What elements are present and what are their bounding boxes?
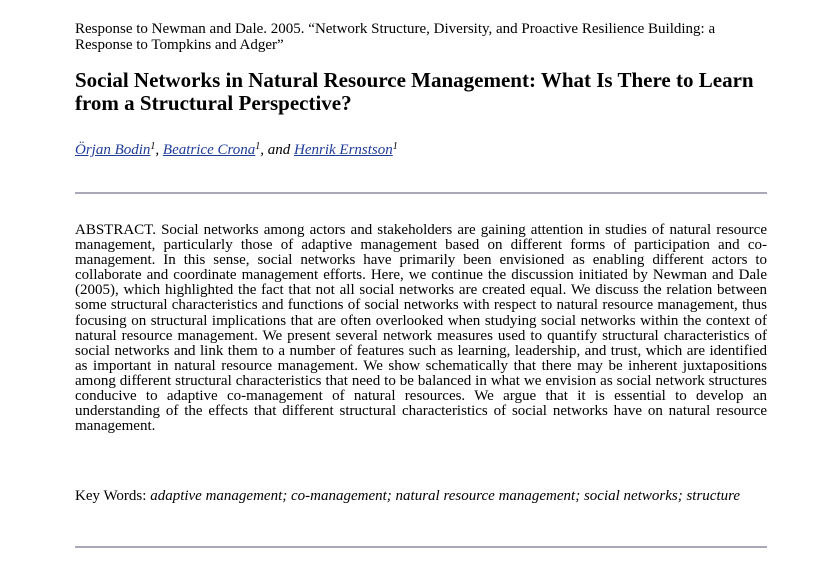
author-separator: , and [260,142,295,158]
keywords [75,488,767,505]
divider-bottom [75,546,767,548]
article-title: Social Networks in Natural Resource Management: What Is There to Learn from a Structural Perspective? [75,68,754,115]
author-affiliation: 1 [255,141,261,152]
author-link-crona[interactable]: Beatrice Crona [162,142,256,158]
author-affiliation: 1 [150,141,156,152]
author-list [75,142,767,159]
response-citation: Response to Newman and Dale. 2005. “Network Structure, Diversity, and Proactive Resilience Building: a Response to Tompkins and Adger” [75,21,716,53]
author-affiliation: 1 [392,141,398,152]
abstract-text: ABSTRACT. Social networks among actors and stakeholders are gaining attention in studies of natural resource management, particularly those of adaptive management based on different forms of participation and co-management. In this sense, social networks have primarily been envisioned as enabling different actors to collaborate and coordinate management efforts. Here, we continue the discussion initiated by Newman and Dale (2005), which highlighted the fact that not all social networks are created equal. We discuss the relation between some structural characteristics and functions of social networks with respect to natural resource management, thus focusing on structural implications that are often overlooked when studying social networks within the context of natural resource management. We present several network measures used to quantify structural characteristics of social networks and link them to a number of features such as learning, leadership, and trust, which are identified as important in natural resource management. We show schematically that there may be inherent juxtapositions among different structural characteristics that need to be balanced in what we envision as social network structures conducive to adaptive co-management of natural resources. We argue that it is essential to develop an understanding of the effects that different structural characteristics of social networks have on natural resource management. [75,222,767,435]
author-link-ernstson[interactable]: Henrik Ernstson [294,142,393,158]
divider-top [75,192,767,194]
author-link-bodin[interactable]: Örjan Bodin [75,142,151,158]
author-separator: , [155,142,163,158]
keywords-label: Key Words: [75,488,151,504]
keywords-list: adaptive management; co-management; natural resource management; social networks; structure [150,488,741,504]
